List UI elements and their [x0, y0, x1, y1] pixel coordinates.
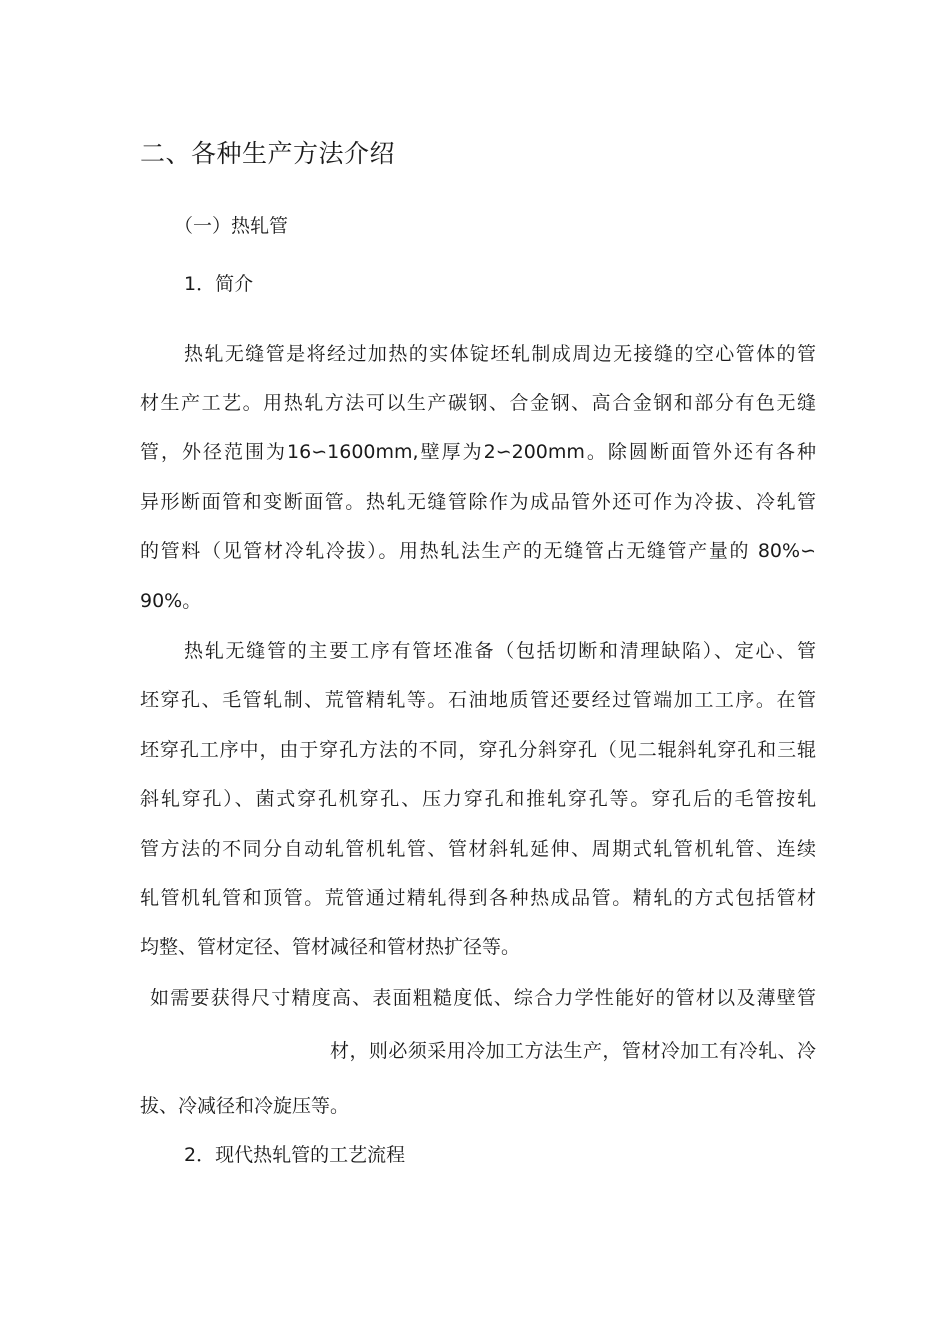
paragraph-line: 轧管机轧管和顶管。荒管通过精轧得到各种热成品管。精轧的方式包括管材	[140, 887, 816, 909]
paragraph-line: 均整、管材定径、管材减径和管材热扩径等。	[140, 936, 521, 958]
subsection-heading-intro: 1．简介	[184, 273, 254, 295]
paragraph-line: 热轧无缝管的主要工序有管坯准备（包括切断和清理缺陷）、定心、管	[184, 640, 816, 662]
paragraph-line: 坯穿孔、毛管轧制、荒管精轧等。石油地质管还要经过管端加工工序。在管	[140, 689, 816, 711]
paragraph-line: 材，则必须采用冷加工方法生产，管材冷加工有冷轧、冷	[330, 1040, 816, 1062]
paragraph-line: 90%。	[140, 590, 202, 612]
paragraph-line: 管，外径范围为16∽1600mm,壁厚为2∽200mm。除圆断面管外还有各种	[140, 441, 816, 463]
paragraph-line: 材生产工艺。用热轧方法可以生产碳钢、合金钢、高合金钢和部分有色无缝	[140, 392, 816, 414]
paragraph-line: 坯穿孔工序中，由于穿孔方法的不同，穿孔分斜穿孔（见二辊斜轧穿孔和三辊	[140, 739, 816, 761]
paragraph-line: 斜轧穿孔）、菌式穿孔机穿孔、压力穿孔和推轧穿孔等。穿孔后的毛管按轧	[140, 788, 816, 810]
paragraph-line: 的管料（见管材冷轧冷拔）。用热轧法生产的无缝管占无缝管产量的 80%∽	[140, 540, 816, 562]
chapter-title: 二、各种生产方法介绍	[140, 139, 396, 168]
section-heading: （一）热轧管	[174, 215, 289, 237]
paragraph-line: 拔、冷减径和冷旋压等。	[140, 1095, 350, 1117]
paragraph-line: 异形断面管和变断面管。热轧无缝管除作为成品管外还可作为冷拔、冷轧管	[140, 491, 816, 513]
paragraph-line: 管方法的不同分自动轧管机轧管、管材斜轧延伸、周期式轧管机轧管、连续	[140, 838, 816, 860]
paragraph-line: 热轧无缝管是将经过加热的实体锭坯轧制成周边无接缝的空心管体的管	[184, 343, 816, 365]
subsection-heading-process: 2．现代热轧管的工艺流程	[184, 1144, 406, 1166]
paragraph-line: 如需要获得尺寸精度高、表面粗糙度低、综合力学性能好的管材以及薄壁管	[150, 987, 816, 1009]
